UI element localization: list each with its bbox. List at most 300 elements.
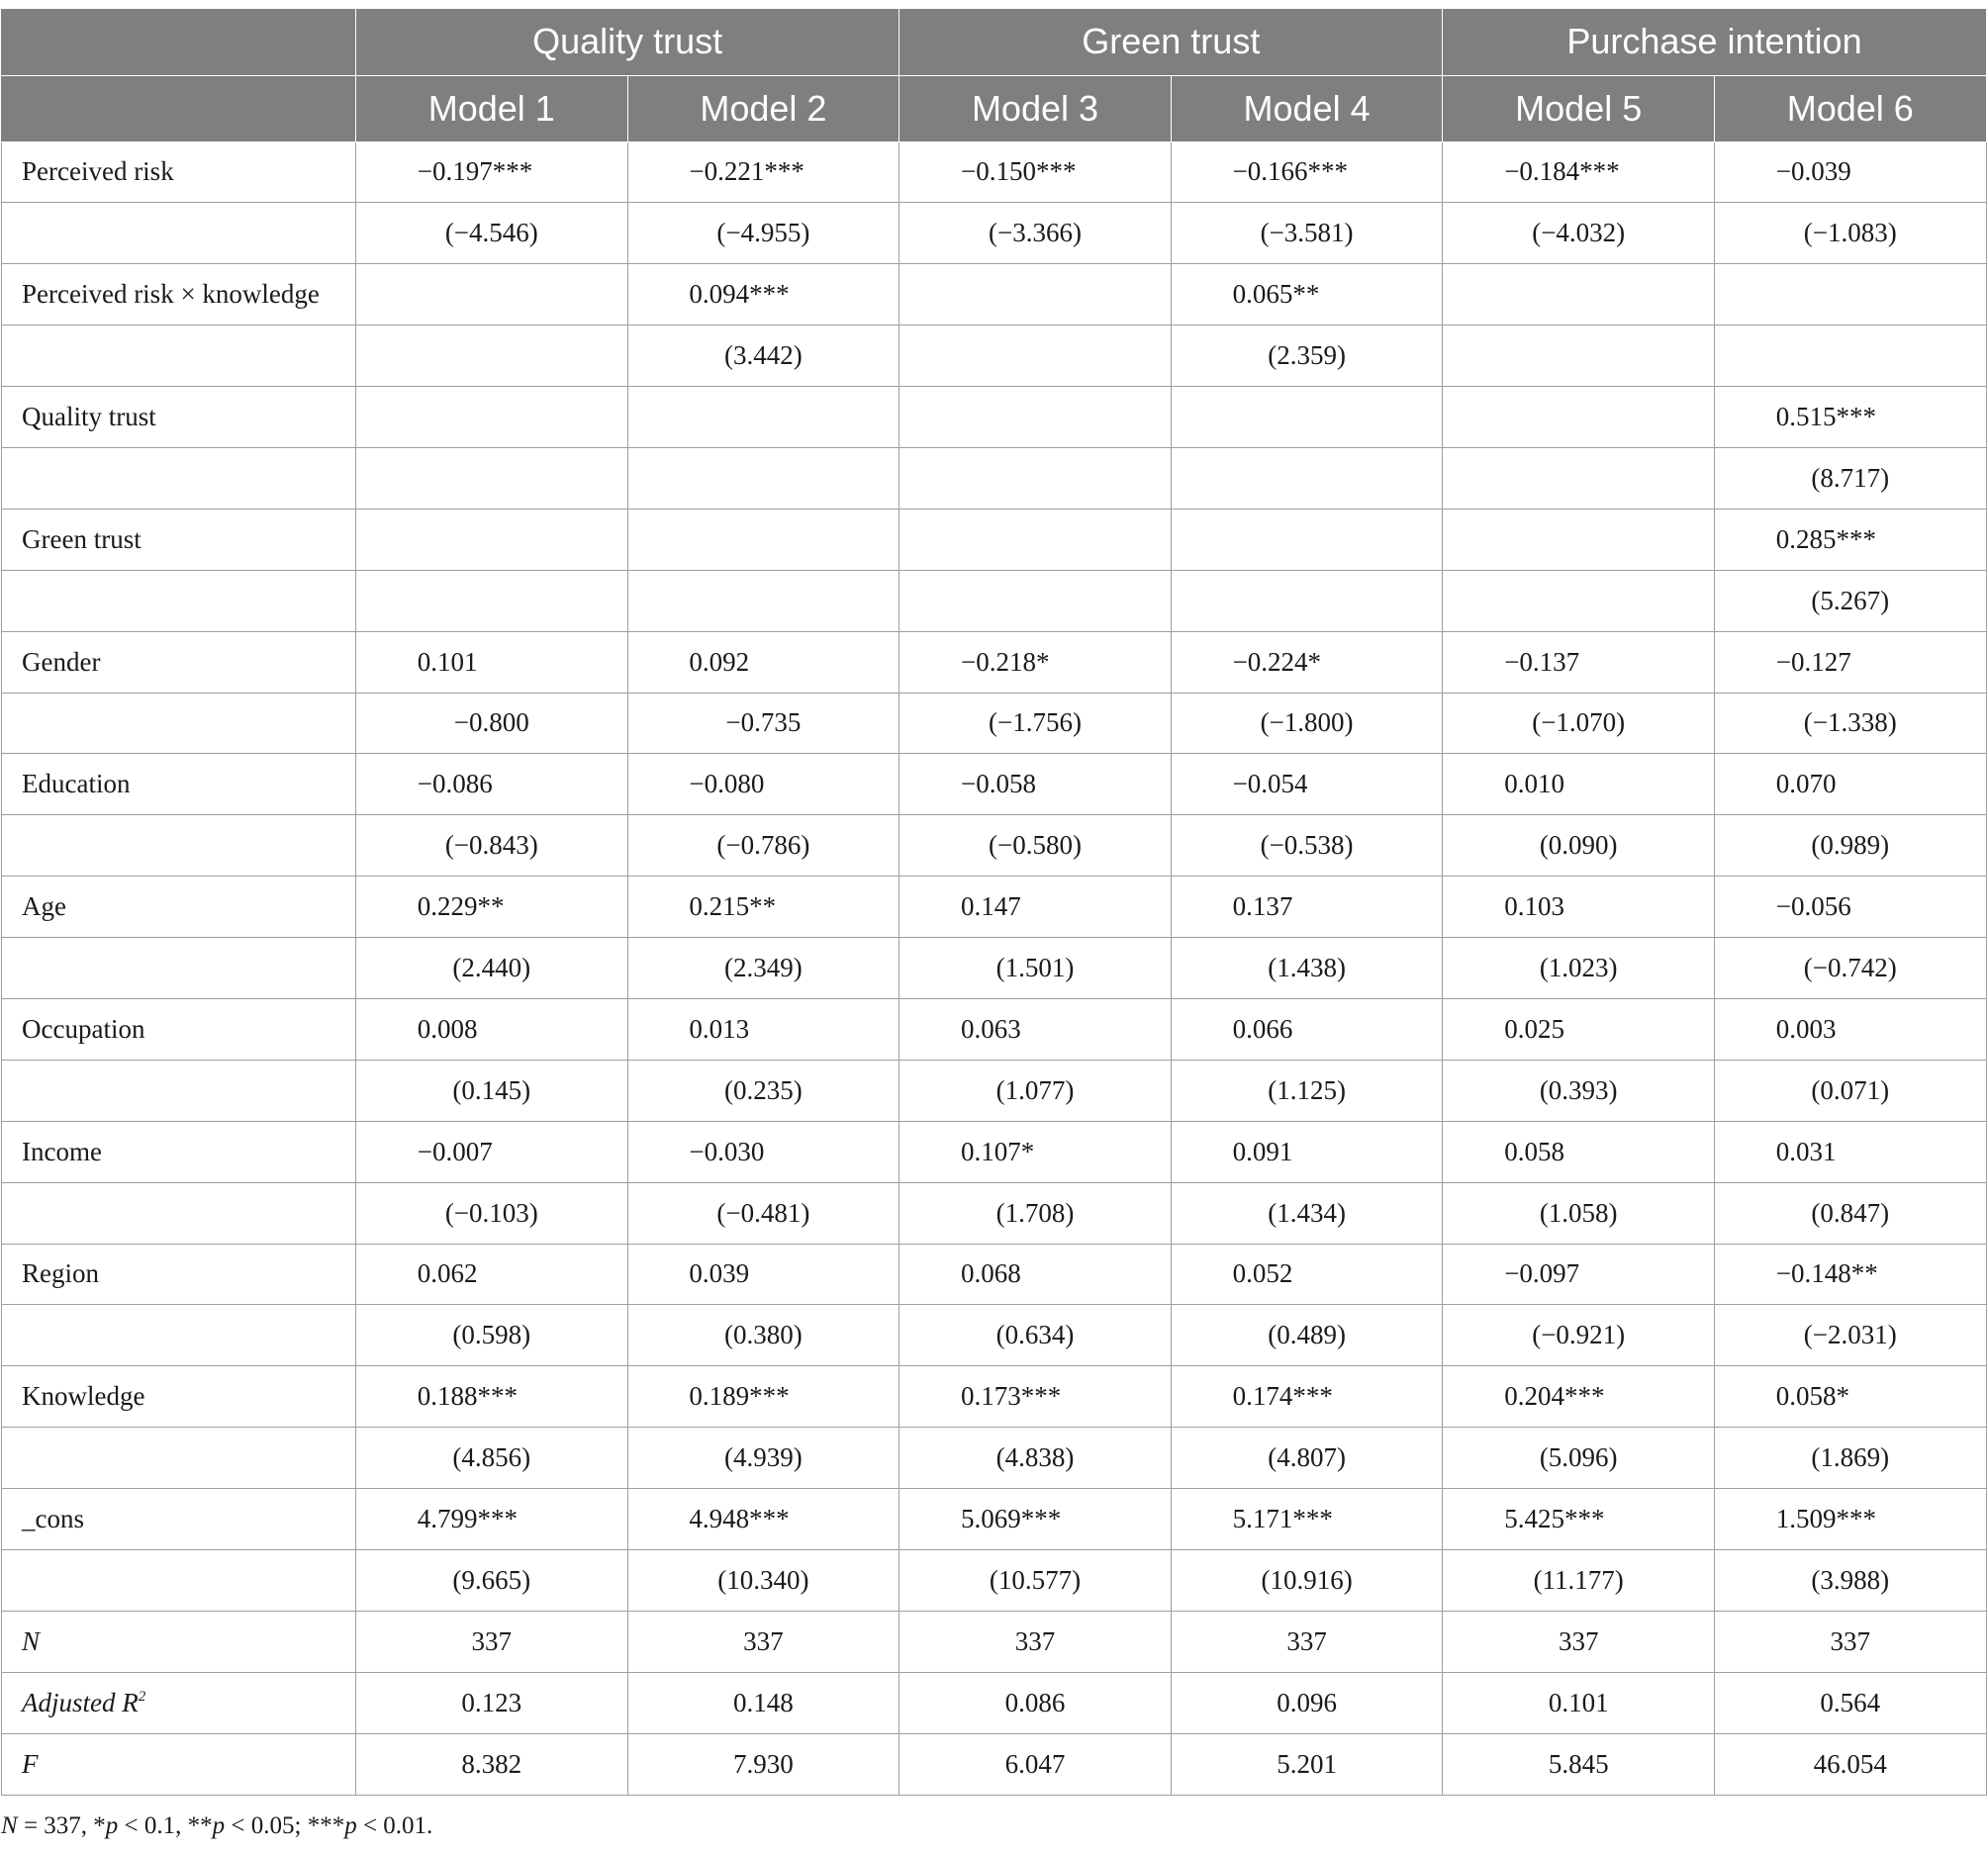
stat-cell xyxy=(356,570,628,631)
footnote-text: = 337, * xyxy=(17,1812,106,1839)
stat-value: (−4.546) xyxy=(444,218,538,248)
stat-value: (4.838) xyxy=(995,1442,1075,1473)
coef-cell xyxy=(627,387,899,448)
row-label-empty xyxy=(2,447,356,509)
coef-value: 0.189*** xyxy=(689,1381,790,1412)
coef-value: 0.173*** xyxy=(960,1381,1062,1412)
table-row-stat-education xyxy=(2,815,1987,877)
row-label-empty xyxy=(2,1060,356,1121)
row-label: Perceived risk × knowledge xyxy=(2,264,356,325)
summary-label-text: Adjusted R xyxy=(22,1687,139,1717)
stat-value: (0.090) xyxy=(1539,830,1618,861)
stat-cell xyxy=(899,1060,1172,1121)
coef-cell xyxy=(627,1244,899,1305)
stat-value: (8.717) xyxy=(1811,462,1890,493)
coef-value: 0.031 xyxy=(1775,1136,1837,1166)
stat-value: (0.489) xyxy=(1268,1320,1346,1350)
coef-cell xyxy=(1443,754,1715,815)
stat-cell xyxy=(627,1549,899,1611)
stat-cell xyxy=(1171,1549,1443,1611)
coef-cell xyxy=(627,1489,899,1550)
stat-value: (−0.786) xyxy=(716,830,810,861)
coef-cell xyxy=(1714,387,1986,448)
coef-cell xyxy=(356,264,628,325)
table-row-coef-income xyxy=(2,1121,1987,1182)
stat-cell xyxy=(899,325,1172,387)
row-label-empty xyxy=(2,938,356,999)
summary-cell: 337 xyxy=(356,1611,628,1672)
stat-value: (−0.481) xyxy=(716,1197,810,1228)
coef-cell xyxy=(1714,1244,1986,1305)
stat-value: (5.267) xyxy=(1811,585,1890,615)
coef-cell xyxy=(899,1121,1172,1182)
coef-cell xyxy=(1714,754,1986,815)
stat-cell xyxy=(899,693,1172,754)
footnote-p: p xyxy=(105,1812,119,1839)
coef-value: −0.197*** xyxy=(417,156,533,187)
coef-value: 0.062 xyxy=(417,1258,478,1289)
coef-value: 0.068 xyxy=(960,1258,1021,1289)
row-label: _cons xyxy=(2,1489,356,1550)
coef-value: 0.066 xyxy=(1232,1013,1293,1044)
stat-value: (2.440) xyxy=(452,953,531,983)
stat-value: (3.442) xyxy=(724,340,803,371)
regression-table xyxy=(1,9,1987,1796)
stat-cell xyxy=(899,570,1172,631)
stat-value: (0.380) xyxy=(724,1320,803,1350)
table-footnote xyxy=(1,1812,432,1840)
coef-value: 0.215** xyxy=(689,891,777,922)
summary-label xyxy=(2,1611,356,1672)
stat-value: (−1.756) xyxy=(989,707,1082,738)
coef-cell xyxy=(356,631,628,693)
group-header-quality-trust: Quality trust xyxy=(356,9,899,75)
stat-cell xyxy=(899,1428,1172,1489)
stat-value: (−2.031) xyxy=(1803,1320,1897,1350)
stat-cell xyxy=(356,1060,628,1121)
stat-cell xyxy=(356,203,628,264)
coef-cell xyxy=(627,1366,899,1428)
coef-cell xyxy=(899,1244,1172,1305)
coef-value: 4.948*** xyxy=(689,1504,790,1534)
table-row-stat-perceived-risk-knowledge xyxy=(2,325,1987,387)
coef-cell xyxy=(627,264,899,325)
summary-cell: 337 xyxy=(1443,1611,1715,1672)
coef-value: −0.224* xyxy=(1232,646,1322,677)
coef-cell xyxy=(1171,141,1443,203)
stat-value: (11.177) xyxy=(1533,1564,1624,1595)
stat-cell xyxy=(899,203,1172,264)
stat-value: (−1.338) xyxy=(1803,707,1897,738)
stat-cell xyxy=(1714,1060,1986,1121)
coef-value: 0.013 xyxy=(689,1013,750,1044)
row-label-empty xyxy=(2,325,356,387)
stat-cell xyxy=(1443,1428,1715,1489)
stat-cell xyxy=(1714,447,1986,509)
stat-value: (10.916) xyxy=(1261,1564,1353,1595)
stat-value: (−3.366) xyxy=(989,218,1082,248)
row-label: Income xyxy=(2,1121,356,1182)
stat-value: (3.988) xyxy=(1811,1564,1890,1595)
coef-value: −0.218* xyxy=(960,646,1050,677)
stat-cell xyxy=(1714,1305,1986,1366)
coef-cell xyxy=(1714,998,1986,1060)
stat-value: (0.989) xyxy=(1811,830,1890,861)
table-row-coef-gender xyxy=(2,631,1987,693)
stat-cell xyxy=(1171,693,1443,754)
coef-value: 0.052 xyxy=(1232,1258,1293,1289)
stat-cell xyxy=(1443,447,1715,509)
stat-cell xyxy=(1171,325,1443,387)
model-header-1: Model 1 xyxy=(356,75,628,141)
coef-cell xyxy=(627,509,899,570)
stat-value: (4.856) xyxy=(452,1442,531,1473)
coef-cell xyxy=(356,877,628,938)
table-body xyxy=(2,141,1987,1795)
coef-cell xyxy=(356,1489,628,1550)
model-header-2: Model 2 xyxy=(627,75,899,141)
table-row-stat-quality-trust xyxy=(2,447,1987,509)
summary-cell: 6.047 xyxy=(899,1733,1172,1795)
stat-value: (10.577) xyxy=(989,1564,1082,1595)
table-row-coef-age xyxy=(2,877,1987,938)
summary-label-text: N xyxy=(22,1625,41,1656)
summary-cell: 337 xyxy=(1714,1611,1986,1672)
coef-cell xyxy=(899,141,1172,203)
summary-cell: 5.201 xyxy=(1171,1733,1443,1795)
coef-cell xyxy=(1171,264,1443,325)
stat-value: (0.393) xyxy=(1539,1074,1618,1105)
stat-cell xyxy=(1443,570,1715,631)
stat-value: (2.359) xyxy=(1268,340,1346,371)
coef-cell xyxy=(627,1121,899,1182)
stat-value: (1.869) xyxy=(1811,1442,1890,1473)
table-row-stat-knowledge xyxy=(2,1428,1987,1489)
coef-cell xyxy=(356,1366,628,1428)
coef-value: 0.070 xyxy=(1775,769,1837,799)
stat-cell xyxy=(356,1428,628,1489)
coef-cell xyxy=(1443,1489,1715,1550)
stat-cell xyxy=(1714,1549,1986,1611)
summary-cell: 337 xyxy=(899,1611,1172,1672)
stat-cell xyxy=(627,1060,899,1121)
coef-value: −0.058 xyxy=(960,769,1036,799)
stat-value: (1.023) xyxy=(1539,953,1618,983)
stat-cell xyxy=(1443,1182,1715,1244)
stat-cell xyxy=(1171,1182,1443,1244)
stat-value: (1.077) xyxy=(995,1074,1075,1105)
coef-value: −0.097 xyxy=(1504,1258,1580,1289)
table-row-coef-knowledge xyxy=(2,1366,1987,1428)
table-row-summary xyxy=(2,1611,1987,1672)
stat-cell xyxy=(356,693,628,754)
coef-cell xyxy=(1443,141,1715,203)
summary-cell: 0.096 xyxy=(1171,1672,1443,1733)
coef-cell xyxy=(1171,998,1443,1060)
coef-cell xyxy=(1171,877,1443,938)
stat-cell xyxy=(627,938,899,999)
table-row-stat-occupation xyxy=(2,1060,1987,1121)
stat-cell xyxy=(1171,570,1443,631)
stat-cell xyxy=(1171,203,1443,264)
coef-cell xyxy=(899,264,1172,325)
row-label-empty xyxy=(2,1182,356,1244)
stat-value: (0.598) xyxy=(452,1320,531,1350)
coef-cell xyxy=(1171,754,1443,815)
coef-value: −0.086 xyxy=(417,769,493,799)
coef-value: 0.174*** xyxy=(1232,1381,1333,1412)
stat-cell xyxy=(899,815,1172,877)
stat-cell xyxy=(356,1305,628,1366)
coef-cell xyxy=(1714,141,1986,203)
stat-cell xyxy=(356,1549,628,1611)
row-label-empty xyxy=(2,1428,356,1489)
stat-cell xyxy=(1714,1428,1986,1489)
row-label: Age xyxy=(2,877,356,938)
stat-value: (4.939) xyxy=(724,1442,803,1473)
stat-cell xyxy=(627,570,899,631)
stat-value: (−1.083) xyxy=(1803,218,1897,248)
summary-label xyxy=(2,1733,356,1795)
coef-value: 0.137 xyxy=(1232,891,1293,922)
coef-value: 0.058* xyxy=(1775,1381,1850,1412)
summary-label-text: F xyxy=(22,1748,39,1779)
stat-value: (1.708) xyxy=(995,1197,1075,1228)
summary-cell: 0.101 xyxy=(1443,1672,1715,1733)
coef-value: 0.010 xyxy=(1504,769,1564,799)
coef-cell xyxy=(1171,387,1443,448)
stat-cell xyxy=(1714,325,1986,387)
coef-value: −0.080 xyxy=(689,769,765,799)
stat-value: (4.807) xyxy=(1268,1442,1346,1473)
row-label: Green trust xyxy=(2,509,356,570)
coef-value: −0.127 xyxy=(1775,646,1851,677)
summary-label-sup: 2 xyxy=(138,1688,146,1705)
stat-cell xyxy=(1443,1549,1715,1611)
coef-cell xyxy=(1171,1366,1443,1428)
coef-value: 5.171*** xyxy=(1232,1504,1333,1534)
coef-cell xyxy=(1443,509,1715,570)
row-label-empty xyxy=(2,1305,356,1366)
coef-cell xyxy=(1714,264,1986,325)
stat-cell xyxy=(1443,938,1715,999)
table-row-stat-income xyxy=(2,1182,1987,1244)
stat-value: (0.145) xyxy=(452,1074,531,1105)
stat-cell xyxy=(1714,1182,1986,1244)
coef-cell xyxy=(1443,998,1715,1060)
stat-cell xyxy=(356,938,628,999)
stat-value: (9.665) xyxy=(452,1564,531,1595)
summary-cell: 337 xyxy=(627,1611,899,1672)
stat-cell xyxy=(356,1182,628,1244)
stat-value: (1.501) xyxy=(995,953,1075,983)
coef-value: 0.188*** xyxy=(417,1381,519,1412)
table-row-coef-occupation xyxy=(2,998,1987,1060)
model-header-4: Model 4 xyxy=(1171,75,1443,141)
summary-cell: 8.382 xyxy=(356,1733,628,1795)
stat-cell xyxy=(1171,938,1443,999)
coef-cell xyxy=(356,387,628,448)
footnote-text: < 0.01. xyxy=(356,1812,433,1839)
coef-cell xyxy=(356,998,628,1060)
coef-cell xyxy=(899,1489,1172,1550)
summary-cell: 46.054 xyxy=(1714,1733,1986,1795)
table-row-summary xyxy=(2,1672,1987,1733)
coef-cell xyxy=(356,1121,628,1182)
coef-cell xyxy=(899,877,1172,938)
stat-cell xyxy=(627,693,899,754)
coef-value: 0.147 xyxy=(960,891,1021,922)
coef-value: −0.039 xyxy=(1775,156,1851,187)
row-label-empty xyxy=(2,693,356,754)
group-header-green-trust: Green trust xyxy=(899,9,1443,75)
stat-cell xyxy=(1171,1305,1443,1366)
coef-value: −0.030 xyxy=(689,1136,765,1166)
coef-value: 0.103 xyxy=(1504,891,1564,922)
coef-value: −0.150*** xyxy=(960,156,1077,187)
coef-value: 0.065** xyxy=(1232,279,1320,310)
model-header-row xyxy=(2,75,1987,141)
coef-cell xyxy=(899,754,1172,815)
stat-cell xyxy=(627,815,899,877)
stat-value: (−0.921) xyxy=(1532,1320,1626,1350)
stat-cell xyxy=(627,203,899,264)
stat-cell xyxy=(1714,938,1986,999)
coef-cell xyxy=(356,509,628,570)
coef-value: 0.058 xyxy=(1504,1136,1564,1166)
stat-cell xyxy=(1714,693,1986,754)
coef-value: 0.204*** xyxy=(1504,1381,1605,1412)
stat-cell xyxy=(627,447,899,509)
stat-cell xyxy=(899,1549,1172,1611)
table-row-stat-cons xyxy=(2,1549,1987,1611)
coef-cell xyxy=(1443,877,1715,938)
stat-value: (5.096) xyxy=(1539,1442,1618,1473)
table-row-stat-age xyxy=(2,938,1987,999)
table-header xyxy=(2,9,1987,141)
coef-value: 0.008 xyxy=(417,1013,478,1044)
coef-value: −0.221*** xyxy=(689,156,805,187)
coef-cell xyxy=(1171,1121,1443,1182)
table-row-coef-perceived-risk-knowledge xyxy=(2,264,1987,325)
summary-cell: 0.148 xyxy=(627,1672,899,1733)
row-label: Education xyxy=(2,754,356,815)
coef-value: −0.184*** xyxy=(1504,156,1620,187)
stat-cell xyxy=(1171,1428,1443,1489)
footnote-text: < 0.1, ** xyxy=(118,1812,213,1839)
table-row-coef-region xyxy=(2,1244,1987,1305)
row-label: Gender xyxy=(2,631,356,693)
coef-cell xyxy=(627,877,899,938)
coef-value: −0.054 xyxy=(1232,769,1308,799)
coef-value: 0.092 xyxy=(689,646,750,677)
row-label-empty xyxy=(2,1549,356,1611)
coef-cell xyxy=(356,1244,628,1305)
coef-value: 0.107* xyxy=(960,1136,1035,1166)
summary-cell: 0.086 xyxy=(899,1672,1172,1733)
stat-cell xyxy=(356,815,628,877)
coef-cell xyxy=(1171,509,1443,570)
summary-label xyxy=(2,1672,356,1733)
stat-value: (0.071) xyxy=(1811,1074,1890,1105)
stat-cell xyxy=(1171,1060,1443,1121)
header-stub-cell xyxy=(2,9,356,75)
coef-value: −0.056 xyxy=(1775,891,1851,922)
coef-value: 0.025 xyxy=(1504,1013,1564,1044)
coef-cell xyxy=(899,998,1172,1060)
stat-cell xyxy=(1443,203,1715,264)
coef-value: 1.509*** xyxy=(1775,1504,1877,1534)
model-header-6: Model 6 xyxy=(1714,75,1986,141)
table-row-stat-gender xyxy=(2,693,1987,754)
coef-value: 0.285*** xyxy=(1775,523,1877,554)
row-label: Quality trust xyxy=(2,387,356,448)
coef-value: 0.229** xyxy=(417,891,505,922)
footnote-n: N xyxy=(1,1812,18,1839)
model-header-3: Model 3 xyxy=(899,75,1172,141)
stat-value: (−4.955) xyxy=(716,218,810,248)
summary-cell: 5.845 xyxy=(1443,1733,1715,1795)
stat-cell xyxy=(1714,203,1986,264)
stat-cell xyxy=(627,1428,899,1489)
row-label: Knowledge xyxy=(2,1366,356,1428)
coef-cell xyxy=(1714,877,1986,938)
coef-cell xyxy=(899,509,1172,570)
stat-value: (0.634) xyxy=(995,1320,1075,1350)
coef-cell xyxy=(899,387,1172,448)
coef-value: −0.007 xyxy=(417,1136,493,1166)
stat-value: (2.349) xyxy=(724,953,803,983)
table-row-stat-green-trust xyxy=(2,570,1987,631)
stat-cell xyxy=(627,1305,899,1366)
coef-cell xyxy=(356,754,628,815)
coef-value: 4.799*** xyxy=(417,1504,519,1534)
stat-cell xyxy=(899,1305,1172,1366)
footnote-p: p xyxy=(344,1812,357,1839)
coef-cell xyxy=(899,1366,1172,1428)
stat-value: (0.847) xyxy=(1811,1197,1890,1228)
coef-value: −0.148** xyxy=(1775,1258,1878,1289)
coef-value: 0.515*** xyxy=(1775,402,1877,431)
stat-value: (−0.843) xyxy=(444,830,538,861)
coef-cell xyxy=(627,631,899,693)
row-label-empty xyxy=(2,570,356,631)
stat-cell xyxy=(1443,693,1715,754)
model-header-5: Model 5 xyxy=(1443,75,1715,141)
coef-cell xyxy=(1171,631,1443,693)
table-row-coef-green-trust xyxy=(2,509,1987,570)
row-label: Perceived risk xyxy=(2,141,356,203)
stat-value: (−0.580) xyxy=(989,830,1082,861)
stat-value: (−0.742) xyxy=(1803,953,1897,983)
stat-cell xyxy=(899,447,1172,509)
row-label: Region xyxy=(2,1244,356,1305)
coef-cell xyxy=(1443,631,1715,693)
coef-value: −0.166*** xyxy=(1232,156,1349,187)
stat-value: (1.058) xyxy=(1539,1197,1618,1228)
coef-cell xyxy=(1171,1244,1443,1305)
stat-value: −0.800 xyxy=(453,707,529,738)
group-header-purchase-intention: Purchase intention xyxy=(1443,9,1986,75)
coef-cell xyxy=(1443,1366,1715,1428)
stat-cell xyxy=(1443,1305,1715,1366)
coef-value: 0.091 xyxy=(1232,1136,1293,1166)
coef-cell xyxy=(627,754,899,815)
table-row-coef-quality-trust xyxy=(2,387,1987,448)
coef-cell xyxy=(1443,1121,1715,1182)
stat-cell xyxy=(1443,1060,1715,1121)
coef-value: −0.137 xyxy=(1504,646,1580,677)
